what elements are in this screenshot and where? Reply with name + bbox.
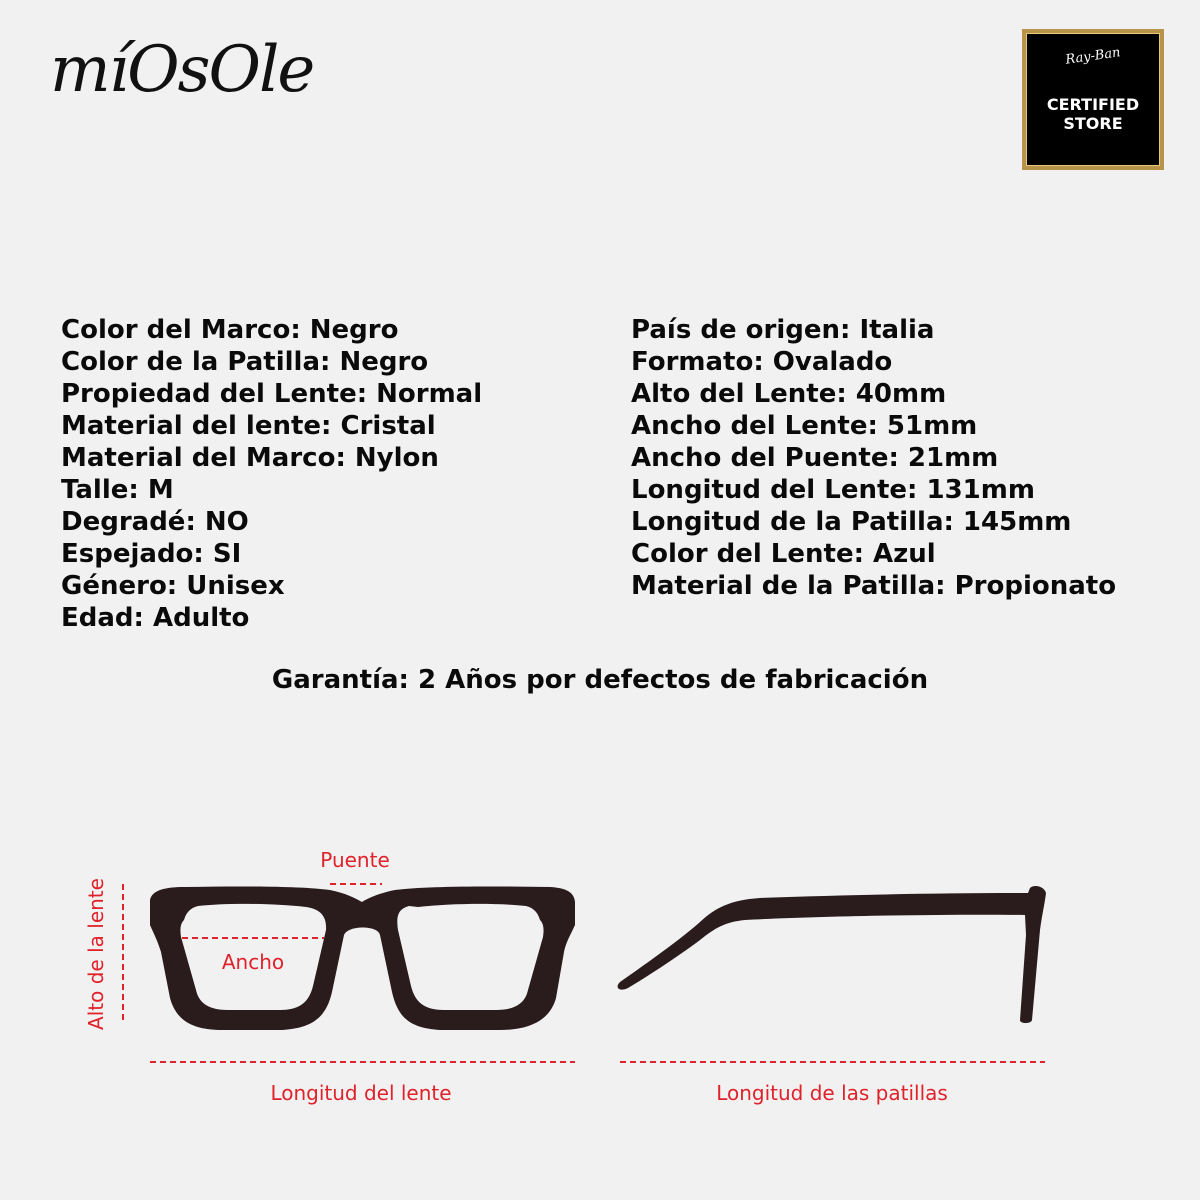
spec-row: Ancho del Lente: 51mm [631, 411, 978, 441]
label-longitud-de-las-patillas: Longitud de las patillas [716, 1081, 948, 1105]
spec-row: Material de la Patilla: Propionato [631, 571, 1117, 601]
certified-store-text: CERTIFIED STORE [1046, 95, 1140, 133]
spec-row: Espejado: SI [61, 539, 242, 569]
spec-row: Propiedad del Lente: Normal [61, 379, 483, 409]
label-ancho: Ancho [221, 950, 285, 974]
spec-row: Color del Marco: Negro [61, 315, 399, 345]
warranty-text: Garantía: 2 Años por defectos de fabricación [271, 665, 929, 695]
spec-row: Longitud del Lente: 131mm [631, 475, 1035, 505]
label-longitud-del-lente: Longitud del lente [270, 1081, 452, 1105]
spec-row: Color de la Patilla: Negro [61, 347, 429, 377]
spec-row: Degradé: NO [61, 507, 249, 537]
spec-row: Edad: Adulto [61, 603, 250, 633]
spec-row: Material del Marco: Nylon [61, 443, 439, 473]
spec-row: País de origen: Italia [631, 315, 935, 345]
spec-row: Ancho del Puente: 21mm [631, 443, 999, 473]
spec-row: Formato: Ovalado [631, 347, 893, 377]
label-puente: Puente [320, 848, 390, 872]
glasses-front-frame [150, 886, 575, 1030]
spec-row: Material del lente: Cristal [61, 411, 436, 441]
spec-row: Alto del Lente: 40mm [631, 379, 947, 409]
miosole-logo: míOsOle [50, 33, 314, 107]
label-alto-de-la-lente: Alto de la lente [84, 878, 108, 1030]
spec-row: Talle: M [61, 475, 174, 505]
ray-ban-script-logo: Ray-Ban [1064, 45, 1122, 68]
spec-row: Longitud de la Patilla: 145mm [631, 507, 1072, 537]
spec-row: Color del Lente: Azul [631, 539, 936, 569]
glasses-temple-side [618, 886, 1046, 1023]
spec-row: Género: Unisex [61, 571, 285, 601]
